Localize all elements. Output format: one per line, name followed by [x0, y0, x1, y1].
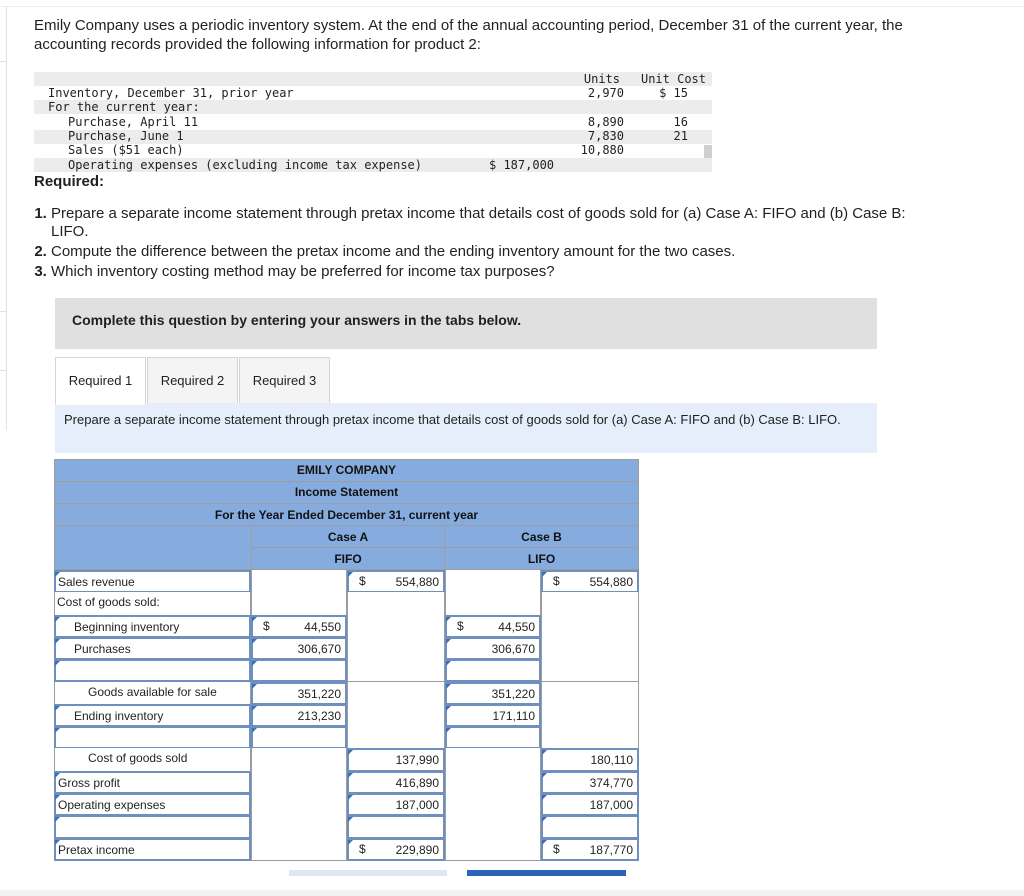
row-pretax-case-a-detail — [251, 838, 347, 861]
row-sales-case-a-total[interactable]: 554,880 — [347, 570, 445, 593]
input-flag-icon — [542, 572, 547, 577]
row-blank-11-case-b-total[interactable] — [541, 815, 639, 838]
case-b-method: LIFO — [527, 552, 556, 566]
unit-cost-header: Unit Cost — [640, 72, 706, 86]
next-button[interactable] — [467, 870, 626, 876]
row-ending-case-b-detail[interactable]: 171,110 — [445, 704, 541, 727]
row-opex-case-a-detail — [251, 793, 347, 816]
input-flag-icon — [55, 572, 60, 577]
row-cogs-case-b-total[interactable]: 180,110 — [541, 748, 639, 771]
currency-symbol: $ — [263, 618, 270, 633]
row-label-purchases[interactable]: Purchases — [54, 637, 251, 660]
row-available-case-b-total — [541, 682, 639, 705]
row-gross-case-a-detail — [251, 771, 347, 794]
row-opex-case-b-total[interactable]: 187,000 — [541, 793, 639, 816]
tab-instruction-text: Prepare a separate income statement through pretax income that details cost of goods sold for (a) Case A: FIFO and (b) Case B: LIFO. — [64, 412, 841, 427]
row-purchases-case-a-detail[interactable]: 306,670 — [251, 637, 347, 660]
currency-symbol: $ — [359, 841, 366, 856]
row-beginning-case-a-total — [347, 615, 445, 638]
row-cogs-header-case-a-total — [347, 592, 445, 615]
row-gross-case-b-total[interactable]: 374,770 — [541, 771, 639, 794]
row-label-cogs-header: Cost of goods sold: — [54, 592, 251, 615]
row-blank-7-case-b-detail[interactable] — [445, 726, 541, 749]
input-flag-icon — [55, 840, 60, 845]
row-cogs-case-a-total[interactable]: 137,990 — [347, 748, 445, 771]
row-sales-case-b-total[interactable]: 554,880 — [541, 570, 639, 593]
input-flag-icon — [55, 773, 60, 778]
row-beginning-case-b-total — [541, 615, 639, 638]
input-flag-icon — [348, 572, 353, 577]
row-blank-11-case-a-total[interactable] — [347, 815, 445, 838]
row-blank-4-case-a-detail[interactable] — [251, 659, 347, 682]
statement-title: Income Statement — [294, 485, 399, 499]
row-label-beginning[interactable]: Beginning inventory — [54, 615, 251, 638]
problem-intro: Emily Company uses a periodic inventory system. At the end of the annual accounting period, December 31 of the current year, the accounting records provided the following information for product 2: — [34, 17, 903, 53]
row-beginning-case-a-detail[interactable]: 44,550 — [251, 615, 347, 638]
input-flag-icon — [252, 617, 257, 622]
row-sales-case-b-detail — [445, 570, 541, 593]
row-opex-case-a-total[interactable]: 187,000 — [347, 793, 445, 816]
input-flag-icon — [446, 684, 451, 689]
inventory-label: Inventory, December 31, prior year — [48, 86, 294, 100]
input-flag-icon — [542, 795, 547, 800]
purchase-june-cost: 21 — [673, 129, 688, 143]
row-beginning-case-b-detail[interactable]: 44,550 — [445, 615, 541, 638]
sales-units: 10,880 — [580, 143, 624, 157]
currency-symbol: $ — [553, 574, 560, 588]
tab-instruction-panel — [55, 403, 877, 453]
tab-required-1[interactable]: Required 1 — [55, 357, 146, 405]
row-label-cogs: Cost of goods sold — [54, 748, 251, 771]
row-blank-4-case-b-detail[interactable] — [445, 659, 541, 682]
sales-label: Sales ($51 each) — [68, 143, 184, 157]
row-available-case-b-detail[interactable]: 351,220 — [445, 682, 541, 705]
case-a-heading: Case A — [327, 530, 369, 544]
instructions-banner — [55, 298, 877, 349]
required-heading: Required: — [34, 173, 105, 190]
input-flag-icon — [55, 706, 60, 711]
row-cogs-header-case-a-detail — [251, 592, 347, 615]
row-cogs-case-b-detail — [445, 748, 541, 771]
statement-period: For the Year Ended December 31, current year — [214, 508, 479, 522]
case-b-heading: Case B — [521, 530, 562, 544]
top-border — [0, 0, 1024, 7]
purchase-june-label: Purchase, June 1 — [68, 129, 184, 143]
opex-label: Operating expenses (excluding income tax expense) — [68, 158, 423, 172]
row-pretax-case-b-detail — [445, 838, 541, 861]
row-opex-case-b-detail — [445, 793, 541, 816]
company-name: EMILY COMPANY — [296, 463, 397, 477]
input-flag-icon — [542, 750, 547, 755]
row-label-blank-4[interactable] — [54, 659, 251, 682]
input-flag-icon — [446, 728, 451, 733]
opex-amount: $ 187,000 — [489, 158, 555, 172]
input-flag-icon — [252, 639, 257, 644]
currency-symbol: $ — [359, 574, 366, 588]
input-flag-icon — [55, 817, 60, 822]
inventory-units: 2,970 — [587, 86, 624, 100]
case-a-method: FIFO — [334, 552, 362, 566]
row-label-blank-7[interactable] — [54, 726, 251, 749]
input-flag-icon — [446, 639, 451, 644]
input-flag-icon — [446, 661, 451, 666]
given-data-table — [34, 70, 712, 174]
input-flag-icon — [252, 684, 257, 689]
input-flag-icon — [348, 840, 353, 845]
row-ending-case-a-detail[interactable]: 213,230 — [251, 704, 347, 727]
input-flag-icon — [348, 817, 353, 822]
purchase-april-label: Purchase, April 11 — [68, 115, 199, 129]
row-available-case-a-total — [347, 682, 445, 705]
footer-divider — [0, 890, 1024, 896]
row-blank-7-case-a-detail[interactable] — [251, 726, 347, 749]
input-flag-icon — [446, 617, 451, 622]
tab-required-3[interactable]: Required 3 — [239, 357, 330, 404]
left-rail — [0, 6, 7, 430]
row-cogs-header-case-b-detail — [445, 592, 541, 615]
prev-button[interactable] — [289, 870, 447, 876]
instructions-banner-text: Complete this question by entering your answers in the tabs below. — [72, 312, 522, 328]
currency-symbol: $ — [457, 618, 464, 633]
input-flag-icon — [55, 795, 60, 800]
input-flag-icon — [252, 706, 257, 711]
row-blank-11-case-a-detail — [251, 815, 347, 838]
input-flag-icon — [542, 817, 547, 822]
tab-required-2[interactable]: Required 2 — [147, 357, 238, 404]
input-flag-icon — [542, 773, 547, 778]
requirement-3: 3. Which inventory costing method may be preferred for income tax purposes? — [51, 263, 941, 281]
input-flag-icon — [348, 750, 353, 755]
row-purchases-case-a-total — [347, 637, 445, 660]
input-flag-icon — [55, 617, 60, 622]
input-flag-icon — [55, 728, 60, 733]
row-purchases-case-b-total — [541, 637, 639, 660]
row-label-available: Goods available for sale — [54, 682, 251, 705]
row-label-ending[interactable]: Ending inventory — [54, 704, 251, 727]
row-pretax-case-a-total[interactable]: 229,890 — [347, 838, 445, 861]
income-statement — [54, 459, 639, 860]
row-label-gross[interactable]: Gross profit — [54, 771, 251, 794]
input-flag-icon — [348, 795, 353, 800]
row-blank-7-case-a-total — [347, 726, 445, 749]
purchase-april-units: 8,890 — [587, 115, 624, 129]
units-header: Units — [583, 72, 620, 86]
input-flag-icon — [446, 706, 451, 711]
row-pretax-case-b-total[interactable]: 187,770 — [541, 838, 639, 861]
requirements-list — [30, 205, 941, 283]
currency-symbol: $ — [553, 841, 560, 856]
row-label-opex[interactable]: Operating expenses — [54, 793, 251, 816]
input-flag-icon — [55, 639, 60, 644]
input-flag-icon — [55, 661, 60, 666]
row-blank-11-case-b-detail — [445, 815, 541, 838]
row-gross-case-a-total[interactable]: 416,890 — [347, 771, 445, 794]
row-sales-case-a-detail — [251, 570, 347, 593]
row-blank-4-case-b-total — [541, 659, 639, 682]
input-flag-icon — [348, 773, 353, 778]
row-label-pretax[interactable]: Pretax income — [54, 838, 251, 861]
requirement-1: 1. Prepare a separate income statement through pretax income that details cost of goods sold for (a) Case A: FIFO and (b) Case B: LIFO. — [51, 205, 941, 241]
row-label-blank-11[interactable] — [54, 815, 251, 838]
requirement-2: 2. Compute the difference between the pretax income and the ending inventory amount for the two cases. — [51, 243, 941, 261]
row-label-sales[interactable]: Sales revenue — [54, 570, 251, 593]
row-blank-4-case-a-total — [347, 659, 445, 682]
row-purchases-case-b-detail[interactable]: 306,670 — [445, 637, 541, 660]
row-blank-7-case-b-total — [541, 726, 639, 749]
purchase-june-units: 7,830 — [587, 129, 624, 143]
current-year-label: For the current year: — [48, 100, 200, 114]
input-flag-icon — [252, 728, 257, 733]
purchase-april-cost: 16 — [673, 115, 688, 129]
input-flag-icon — [252, 661, 257, 666]
row-cogs-header-case-b-total — [541, 592, 639, 615]
input-flag-icon — [542, 840, 547, 845]
row-gross-case-b-detail — [445, 771, 541, 794]
row-ending-case-a-total — [347, 704, 445, 727]
row-available-case-a-detail[interactable]: 351,220 — [251, 682, 347, 705]
scrollbar-thumb[interactable] — [704, 145, 712, 158]
row-ending-case-b-total — [541, 704, 639, 727]
row-cogs-case-a-detail — [251, 748, 347, 771]
inventory-cost: $ 15 — [659, 86, 688, 100]
